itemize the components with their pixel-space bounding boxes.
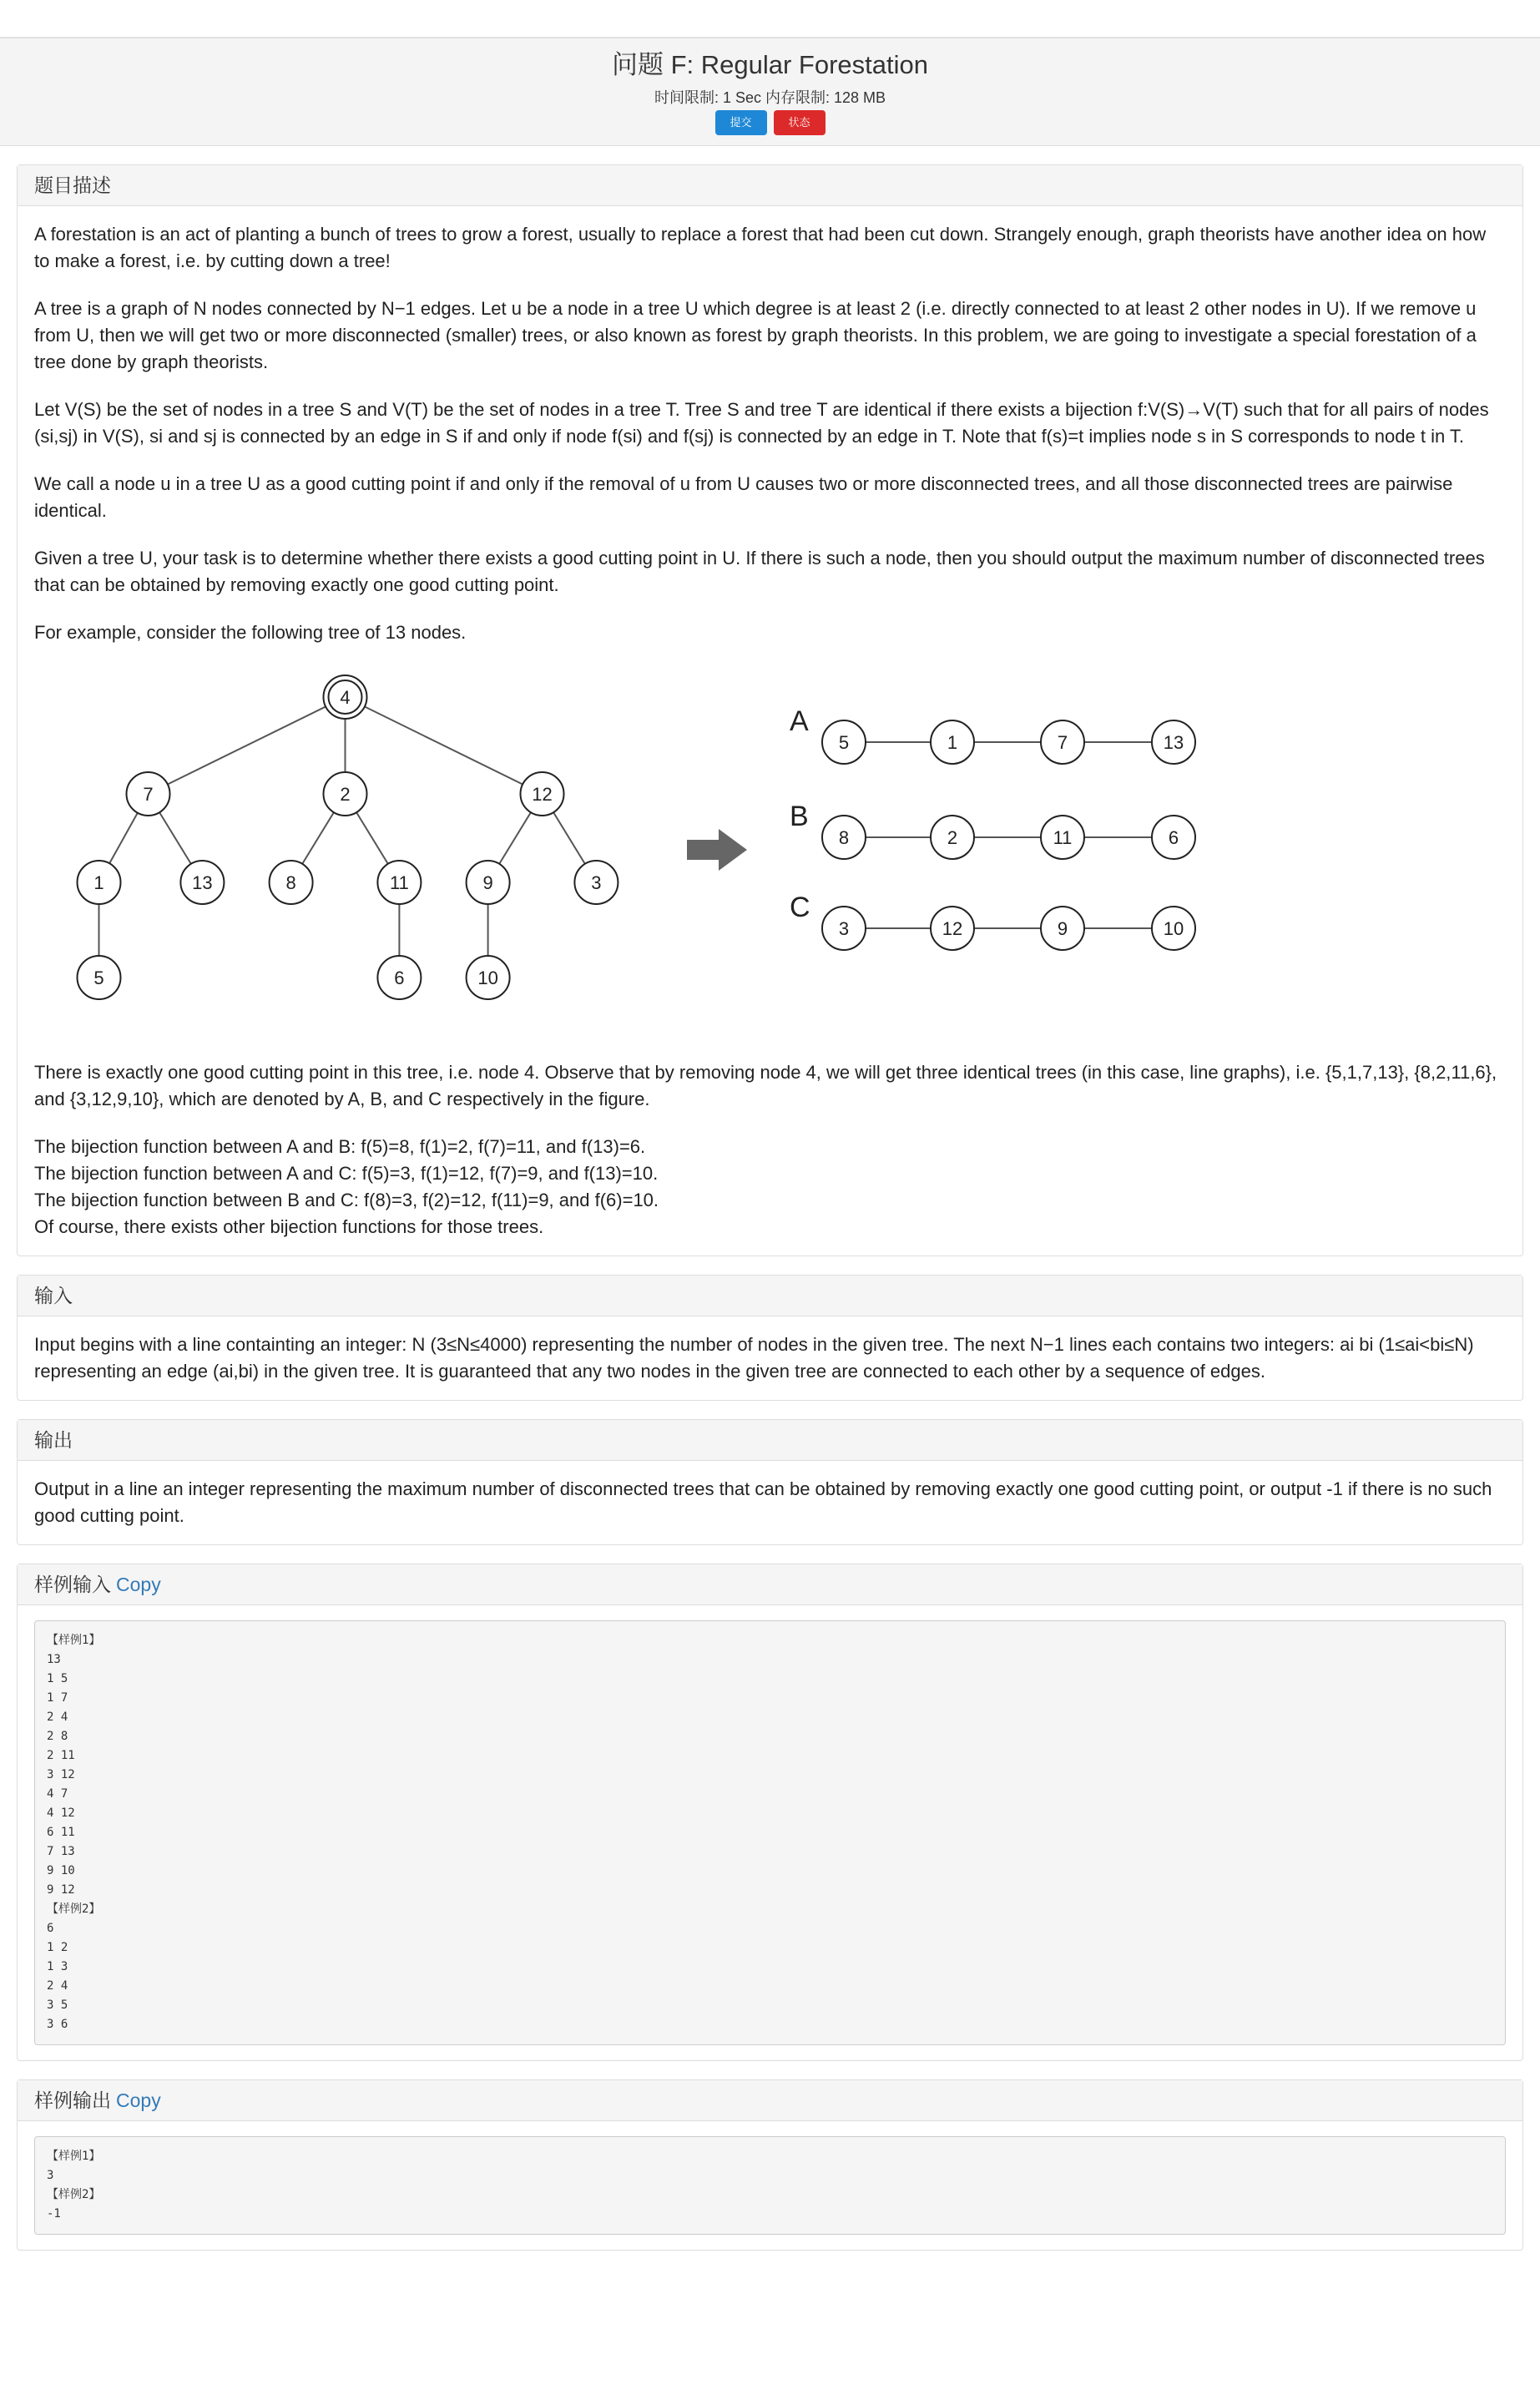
description-body	[18, 206, 1522, 1256]
tree-node-label: 4	[340, 687, 351, 708]
input-text: Input begins with a line containting an integer: N (3≤N≤4000) representing the number of nodes in the given tree. The next N−1 lines each contains two integers: ai bi (1≤ai<bi≤N) representing an edge (ai,bi) in the given tree. It is guaranteed that any two nodes in the given tree are connected to each other by a sequence of edges.	[34, 1334, 1474, 1382]
tree-edge	[346, 697, 543, 794]
tree-node-label: 7	[143, 784, 154, 805]
description-paragraph: A forestation is an act of planting a bunch of trees to grow a forest, usually to replace a forest that had been cut down. Strangely enough, graph theorists have another idea on how to make a forest, i.e. by cutting down a tree!	[34, 224, 1487, 271]
bijection-line: The bijection function between A and B: f(5)=8, f(1)=2, f(7)=11, and f(13)=6.	[34, 1136, 646, 1157]
line-graph-node-label: 12	[942, 918, 963, 939]
bijection-list	[34, 1134, 1506, 1240]
line-graph-node-label: 9	[1057, 918, 1068, 939]
sample-input-panel	[17, 1564, 1523, 2061]
sample-output-body	[18, 2121, 1522, 2250]
line-graph-label: C	[790, 892, 810, 923]
description-paragraph: A tree is a graph of N nodes connected by N−1 edges. Let u be a node in a tree U which degree is at least 2 (i.e. directly connected to at least 2 other nodes in U). If we remove u from U, then we will get two or more disconnected (smaller) trees, or also known as forest by graph theorists. In this problem, we are going to investigate a special forestation of a tree done by graph theorists.	[34, 298, 1477, 372]
description-paragraph: There is exactly one good cutting point in this tree, i.e. node 4. Observe that by removing node 4, we will get three identical trees (in this case, line graphs), i.e. {5,1,7,13}, {8,2,11,6}, and {3,12,9,10}, which are denoted by A, B, and C respectively in the figure.	[34, 1062, 1497, 1109]
input-heading: 输入	[18, 1276, 1522, 1316]
sample-output-copy-link[interactable]: Copy	[116, 2089, 161, 2111]
description-paragraph: We call a node u in a tree U as a good cutting point if and only if the removal of u from U causes two or more disconnected trees, and all those disconnected trees are pairwise identical.	[34, 473, 1453, 521]
line-graph-label: A	[790, 705, 809, 737]
line-graph-node-label: 5	[838, 732, 850, 753]
arrow-right-icon	[687, 829, 747, 871]
line-graph-node-label: 11	[1053, 827, 1073, 848]
tree-figure	[34, 667, 1219, 1051]
problem-header	[0, 38, 1540, 146]
tree-node-label: 11	[389, 872, 409, 893]
bijection-line: Of course, there exists other bijection functions for those trees.	[34, 1216, 544, 1237]
sample-output-heading	[18, 2080, 1522, 2121]
problem-title: 问题 F: Regular Forestation	[611, 50, 929, 79]
tree-node-label: 13	[192, 872, 213, 893]
header-buttons	[0, 110, 1540, 135]
tree-node-label: 5	[93, 968, 104, 988]
status-button[interactable]: 状态	[774, 110, 826, 135]
tree-edge	[149, 697, 346, 794]
line-graph-node-label: 3	[838, 918, 850, 939]
description-heading: 题目描述	[18, 165, 1522, 206]
submit-button[interactable]: 提交	[715, 110, 767, 135]
line-graph-node-label: 13	[1163, 732, 1184, 753]
input-panel	[17, 1275, 1523, 1401]
line-graph-node-label: 1	[947, 732, 958, 753]
sample-input-copy-link[interactable]: Copy	[116, 1574, 161, 1595]
top-strip	[0, 0, 1540, 38]
sample-input-code: 【样例1】 13 1 5 1 7 2 4 2 8 2 11 3 12 4 7 4 12 6 11 7 13 9 10 9 12 【样例2】 6 1 2 1 3 2 4 3 5 3 6	[34, 1620, 1506, 2045]
tree-node-label: 1	[93, 872, 104, 893]
tree-node-label: 6	[394, 968, 405, 988]
tree-node-label: 3	[591, 872, 602, 893]
tree-node-label: 12	[532, 784, 553, 805]
line-graph-node-label: 7	[1057, 732, 1068, 753]
description-paragraph: Given a tree U, your task is to determine whether there exists a good cutting point in U. If there is such a node, then you should output the maximum number of disconnected trees that can be obtained by removing exactly one good cutting point.	[34, 548, 1485, 595]
line-graph-node-label: 2	[947, 827, 958, 848]
line-graph-label: B	[790, 801, 809, 832]
sample-input-body	[18, 1605, 1522, 2060]
output-panel	[17, 1419, 1523, 1545]
sample-input-title: 样例输入	[34, 1574, 111, 1595]
problem-limits: 时间限制: 1 Sec 内存限制: 128 MB	[654, 89, 886, 106]
bijection-line: The bijection function between B and C: f(8)=3, f(2)=12, f(11)=9, and f(6)=10.	[34, 1190, 659, 1210]
input-body	[18, 1316, 1522, 1400]
description-paragraph: For example, consider the following tree of 13 nodes.	[34, 622, 467, 643]
sample-input-heading	[18, 1564, 1522, 1605]
line-graph-node-label: 10	[1163, 918, 1184, 939]
line-graph-node-label: 8	[838, 827, 850, 848]
output-heading: 输出	[18, 1420, 1522, 1461]
tree-node-label: 10	[477, 968, 498, 988]
bijection-line: The bijection function between A and C: f(5)=3, f(1)=12, f(7)=9, and f(13)=10.	[34, 1163, 659, 1184]
output-text: Output in a line an integer representing the maximum number of disconnected trees that can be obtained by removing exactly one good cutting point, or output -1 if there is no such good cutting point.	[34, 1478, 1492, 1526]
sample-output-code: 【样例1】 3 【样例2】 -1	[34, 2136, 1506, 2235]
sample-output-panel	[17, 2079, 1523, 2251]
description-paragraph: Let V(S) be the set of nodes in a tree S and V(T) be the set of nodes in a tree T. Tree S and tree T are identical if there exists a bijection f:V(S)→V(T) such that for all pairs of nodes (si,sj) in V(S), si and sj is connected by an edge in S if and only if node f(si) and f(sj) is connected by an edge in T. Note that f(s)=t implies node s in S corresponds to node t in T.	[34, 399, 1489, 447]
tree-node-label: 2	[340, 784, 351, 805]
tree-node-label: 9	[482, 872, 493, 893]
tree-node-label: 8	[285, 872, 296, 893]
sample-output-title: 样例输出	[34, 2089, 111, 2111]
description-panel	[17, 164, 1523, 1256]
tree-figure-svg	[34, 667, 1219, 1051]
output-body	[18, 1461, 1522, 1544]
line-graph-node-label: 6	[1168, 827, 1179, 848]
